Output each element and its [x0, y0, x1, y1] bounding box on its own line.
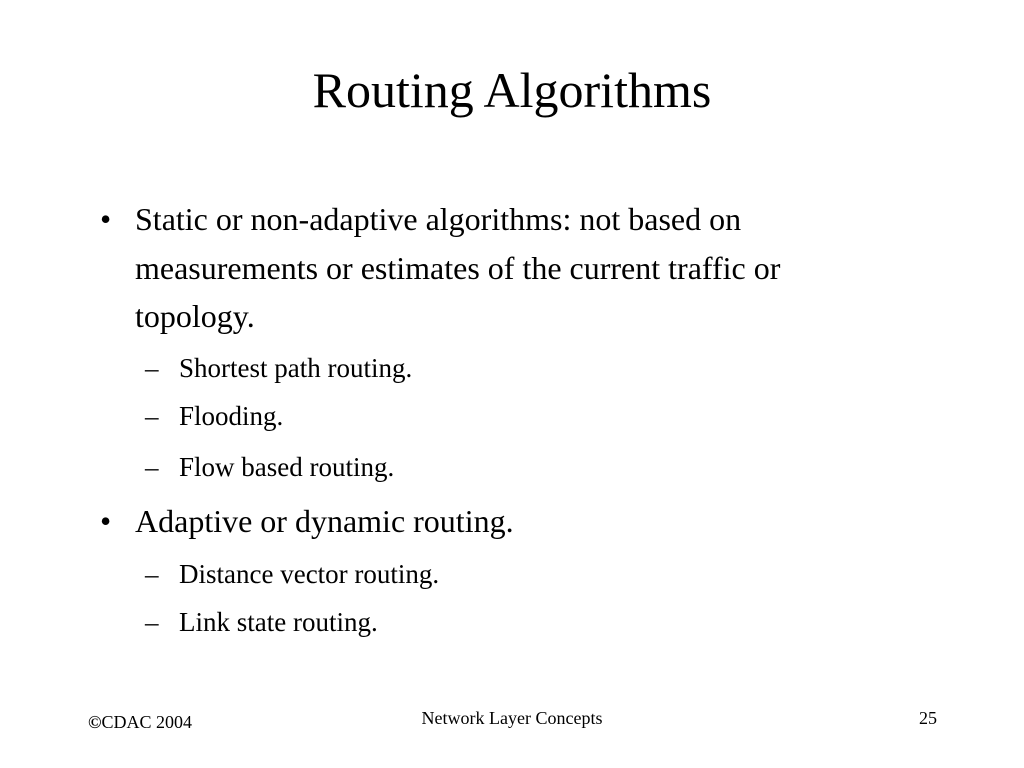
slide-title: Routing Algorithms [312, 62, 712, 118]
bullet-marker: • [100, 201, 112, 237]
sub-bullet-marker: – [145, 607, 159, 637]
sub-bullet-text: Flooding. [179, 401, 284, 431]
sub-bullet-text: Shortest path routing. [179, 353, 413, 383]
sub-bullet-text: Flow based routing. [179, 452, 395, 482]
bullet-text: Adaptive or dynamic routing. [135, 503, 514, 539]
bullet-text: measurements or estimates of the current traffic or [135, 250, 781, 286]
footer-title: Network Layer Concepts [421, 708, 603, 728]
sub-bullet-marker: – [145, 401, 159, 431]
bullet-text: Static or non-adaptive algorithms: not based on [135, 201, 742, 237]
bullet-text: topology. [135, 298, 255, 334]
sub-bullet-text: Link state routing. [179, 607, 378, 637]
page-number: 25 [919, 708, 937, 728]
copyright-icon: © [88, 712, 102, 732]
sub-bullet-text: Distance vector routing. [179, 559, 440, 589]
sub-bullet-marker: – [145, 353, 159, 383]
bullet-marker: • [100, 503, 112, 539]
sub-bullet-marker: – [145, 559, 159, 589]
sub-bullet-marker: – [145, 452, 159, 482]
copyright-text: CDAC 2004 [101, 712, 192, 732]
